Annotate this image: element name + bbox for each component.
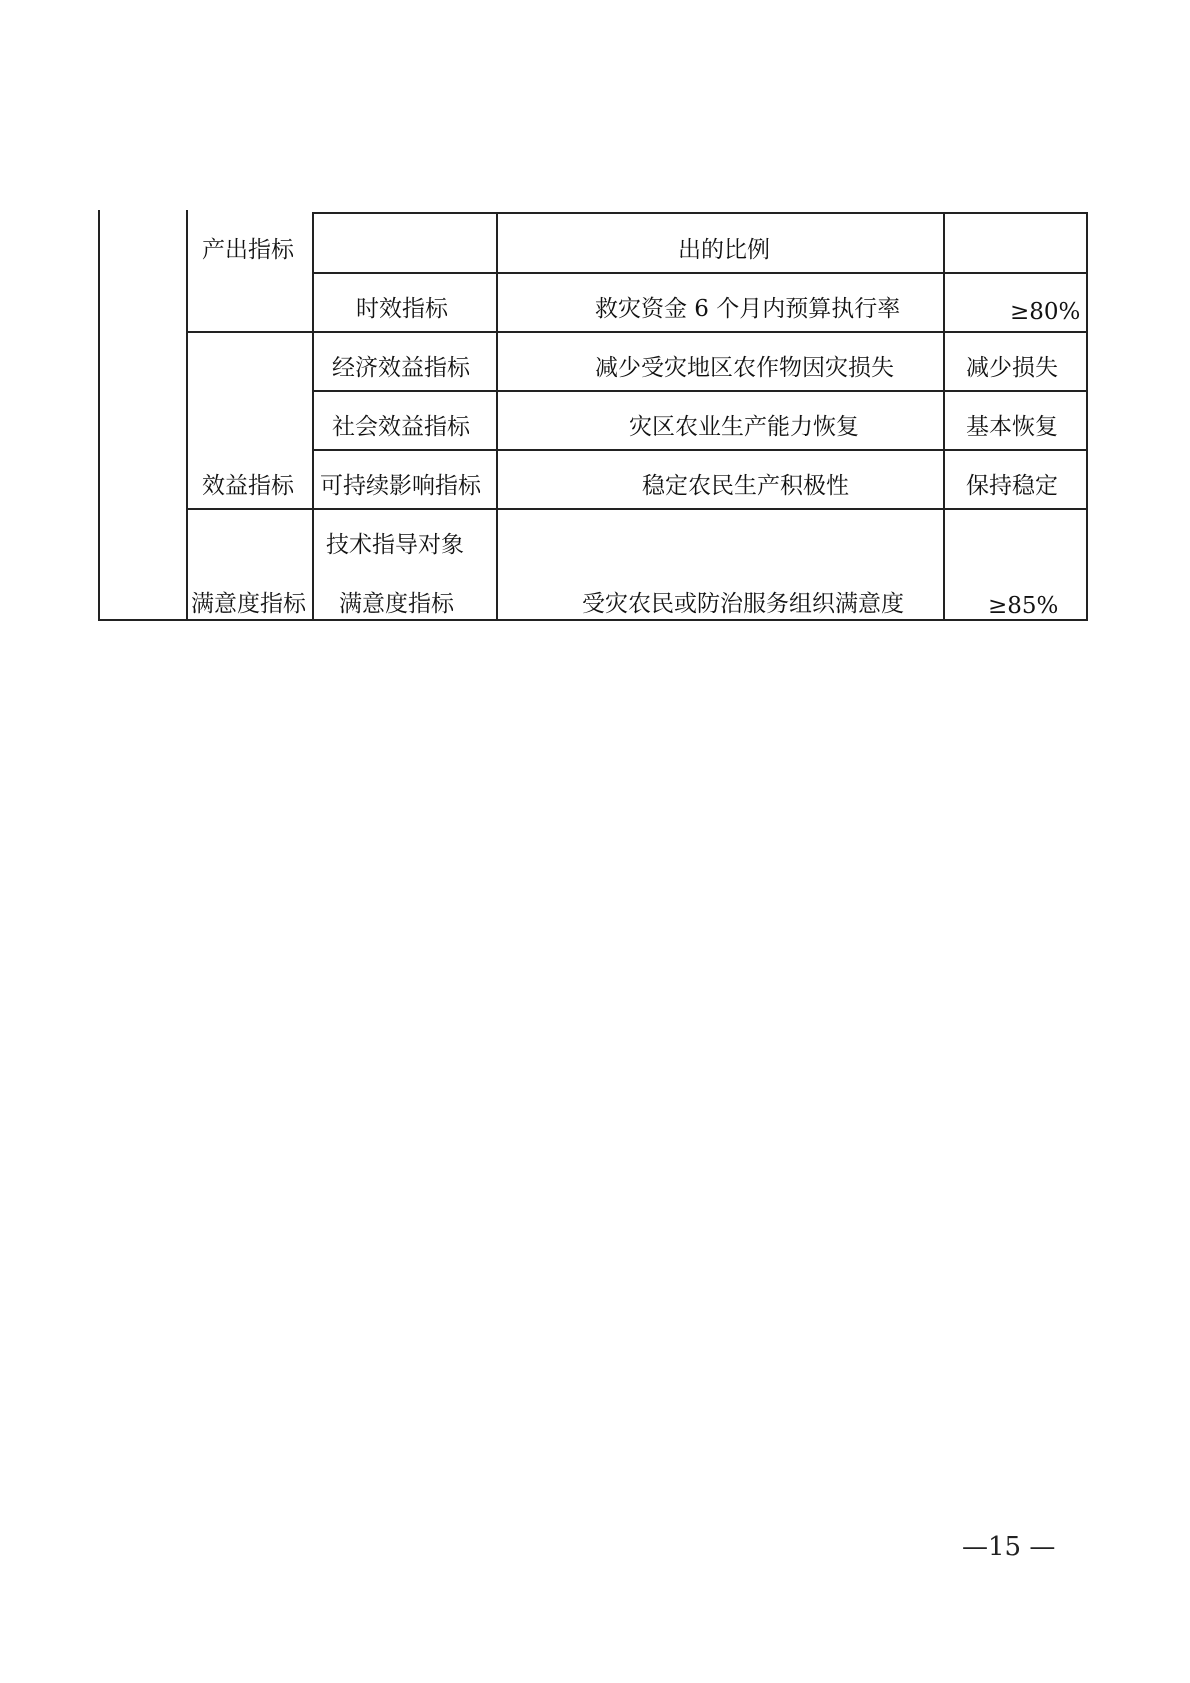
table-row-divider	[312, 212, 1088, 214]
sub-indicator: 技术指导对象	[326, 532, 464, 558]
sub-indicator: 经济效益指标	[332, 355, 470, 381]
table-row-divider	[312, 449, 1088, 451]
sub-indicator: 可持续影响指标	[320, 473, 481, 499]
category-benefit: 效益指标	[202, 473, 294, 499]
table-row-divider	[312, 272, 1088, 274]
indicator-value: 保持稳定	[966, 473, 1058, 499]
table-row-divider	[312, 390, 1088, 392]
indicator-text: 灾区农业生产能力恢复	[629, 414, 859, 440]
sub-indicator: 满意度指标	[339, 591, 454, 617]
indicator-value: ≥85%	[988, 593, 1059, 619]
table-border-bottom	[98, 619, 1088, 621]
indicator-text: 减少受灾地区农作物因灾损失	[595, 355, 894, 381]
indicator-value: 基本恢复	[966, 414, 1058, 440]
indicator-text: 出的比例	[678, 237, 770, 263]
table-row-divider	[186, 508, 1088, 510]
indicator-text: 稳定农民生产积极性	[642, 473, 849, 499]
indicator-table	[98, 210, 1081, 620]
sub-indicator: 时效指标	[356, 296, 448, 322]
table-column-divider	[186, 210, 188, 620]
category-output: 产出指标	[202, 237, 294, 263]
indicator-value: 减少损失	[966, 355, 1058, 381]
indicator-text: 受灾农民或防治服务组织满意度	[582, 591, 904, 617]
indicator-value: ≥80%	[1010, 299, 1081, 325]
page-number: —15 —	[962, 1532, 1056, 1562]
indicator-text: 救灾资金 6 个月内预算执行率	[595, 296, 901, 322]
table-border-left	[98, 210, 100, 620]
sub-indicator: 社会效益指标	[332, 414, 470, 440]
table-row-divider	[186, 331, 1088, 333]
category-satisfaction: 满意度指标	[191, 591, 306, 617]
